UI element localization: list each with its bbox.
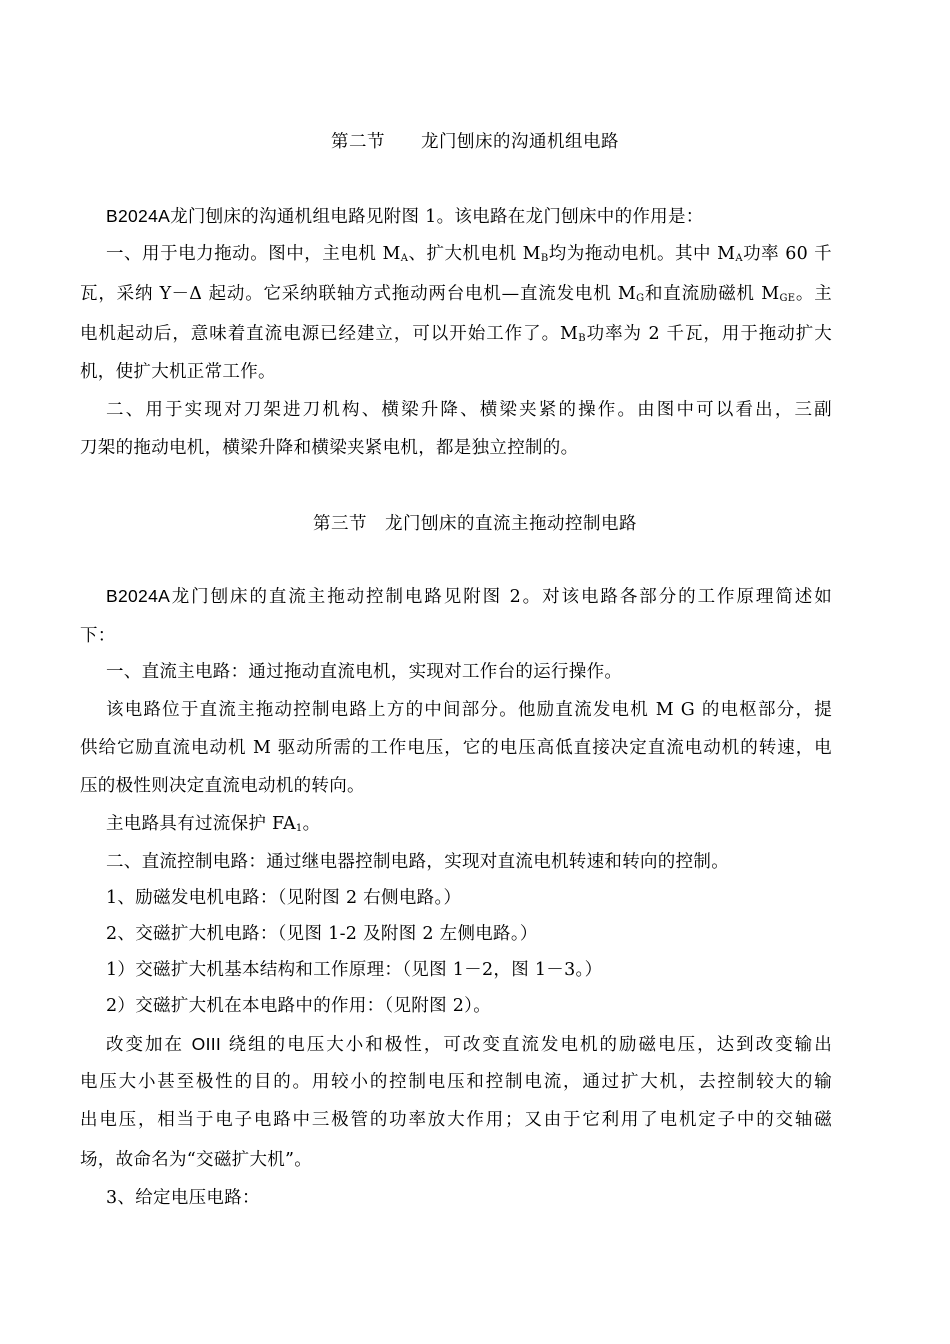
change-line-3: 出电压，相当于电子电路中三极管的功率放大作用；又由于它利用了电机定子中的交轴磁: [80, 1110, 832, 1130]
subsection-2: 2、交磁扩大机电路：（见图 1-2 及附图 2 左侧电路。）: [106, 924, 538, 944]
location-line-1: 该电路位于直流主拖动控制电路上方的中间部分。他励直流发电机 M G 的电枢部分，提: [106, 700, 832, 720]
item-1-line-3: 电机起动后，意味着直流电源已经建立，可以开始工作了。$M_B$功率为 2 千瓦，用于拖动扩大: [80, 324, 832, 344]
subsection-1: 1、励磁发电机电路：（见附图 2 右侧电路。）: [106, 888, 462, 908]
item-1-line-4: 机，使扩大机正常工作。: [80, 362, 276, 382]
location-line-3: 压的极性则决定直流电动机的转向。: [80, 776, 365, 796]
dc-main-circuit-heading: 一、直流主电路：通过拖动直流电机，实现对工作台的运行操作。: [106, 662, 623, 682]
section-3-intro-line-2: 下：: [80, 626, 116, 646]
change-line-1: 改变加在 OIII 绕组的电压大小和极性，可改变直流发电机的励磁电压，达到改变输出: [106, 1034, 832, 1055]
section-2-heading: 第二节 龙门刨床的沟通机组电路: [331, 132, 619, 152]
subsection-2-2: 2）交磁扩大机在本电路中的作用：（见附图 2）。: [106, 996, 492, 1016]
dc-control-circuit-heading: 二、直流控制电路：通过继电器控制电路，实现对直流电机转速和转向的控制。: [106, 852, 729, 872]
item-2-line-2: 刀架的拖动电机，横梁升降和横梁夹紧电机，都是独立控制的。: [80, 438, 579, 458]
subsection-2-1: 1）交磁扩大机基本结构和工作原理：（见图 1－2，图 1－3。）: [106, 960, 603, 980]
overcurrent-protection: 主电路具有过流保护 $FA_1$。: [106, 814, 321, 834]
item-1-line-2: 瓦，采纳 Y－Δ 起动。它采纳联轴方式拖动两台电机—直流发电机 $M_G$和直流励磁机 $M_{GE}$。主: [80, 284, 832, 304]
item-2-line-1: 二、用于实现对刀架进刀机构、横梁升降、横梁夹紧的操作。由图中可以看出，三副: [106, 400, 832, 420]
subsection-3: 3、给定电压电路：: [106, 1188, 260, 1208]
change-line-4: 场，故命名为“交磁扩大机”。: [80, 1150, 313, 1170]
change-line-2: 电压大小甚至极性的目的。用较小的控制电压和控制电流，通过扩大机，去控制较大的输: [80, 1072, 832, 1092]
model-number: B2024A: [106, 206, 171, 226]
location-line-2: 供给它励直流电动机 M 驱动所需的工作电压，它的电压高低直接决定直流电动机的转速，电: [80, 738, 832, 758]
model-number: B2024A: [106, 586, 171, 606]
item-1-line-1: 一、用于电力拖动。图中，主电机 $M_A$、扩大机电机 $M_B$均为拖动电机。其中 $M_A$功率 60 千: [106, 244, 832, 264]
section-3-intro-line-1: B2024A龙门刨床的直流主拖动控制电路见附图 2。对该电路各部分的工作原理简述如: [106, 586, 832, 607]
section-3-heading: 第三节 龙门刨床的直流主拖动控制电路: [313, 514, 637, 534]
section-2-intro: B2024A龙门刨床的沟通机组电路见附图 1。该电路在龙门刨床中的作用是：: [106, 206, 704, 227]
